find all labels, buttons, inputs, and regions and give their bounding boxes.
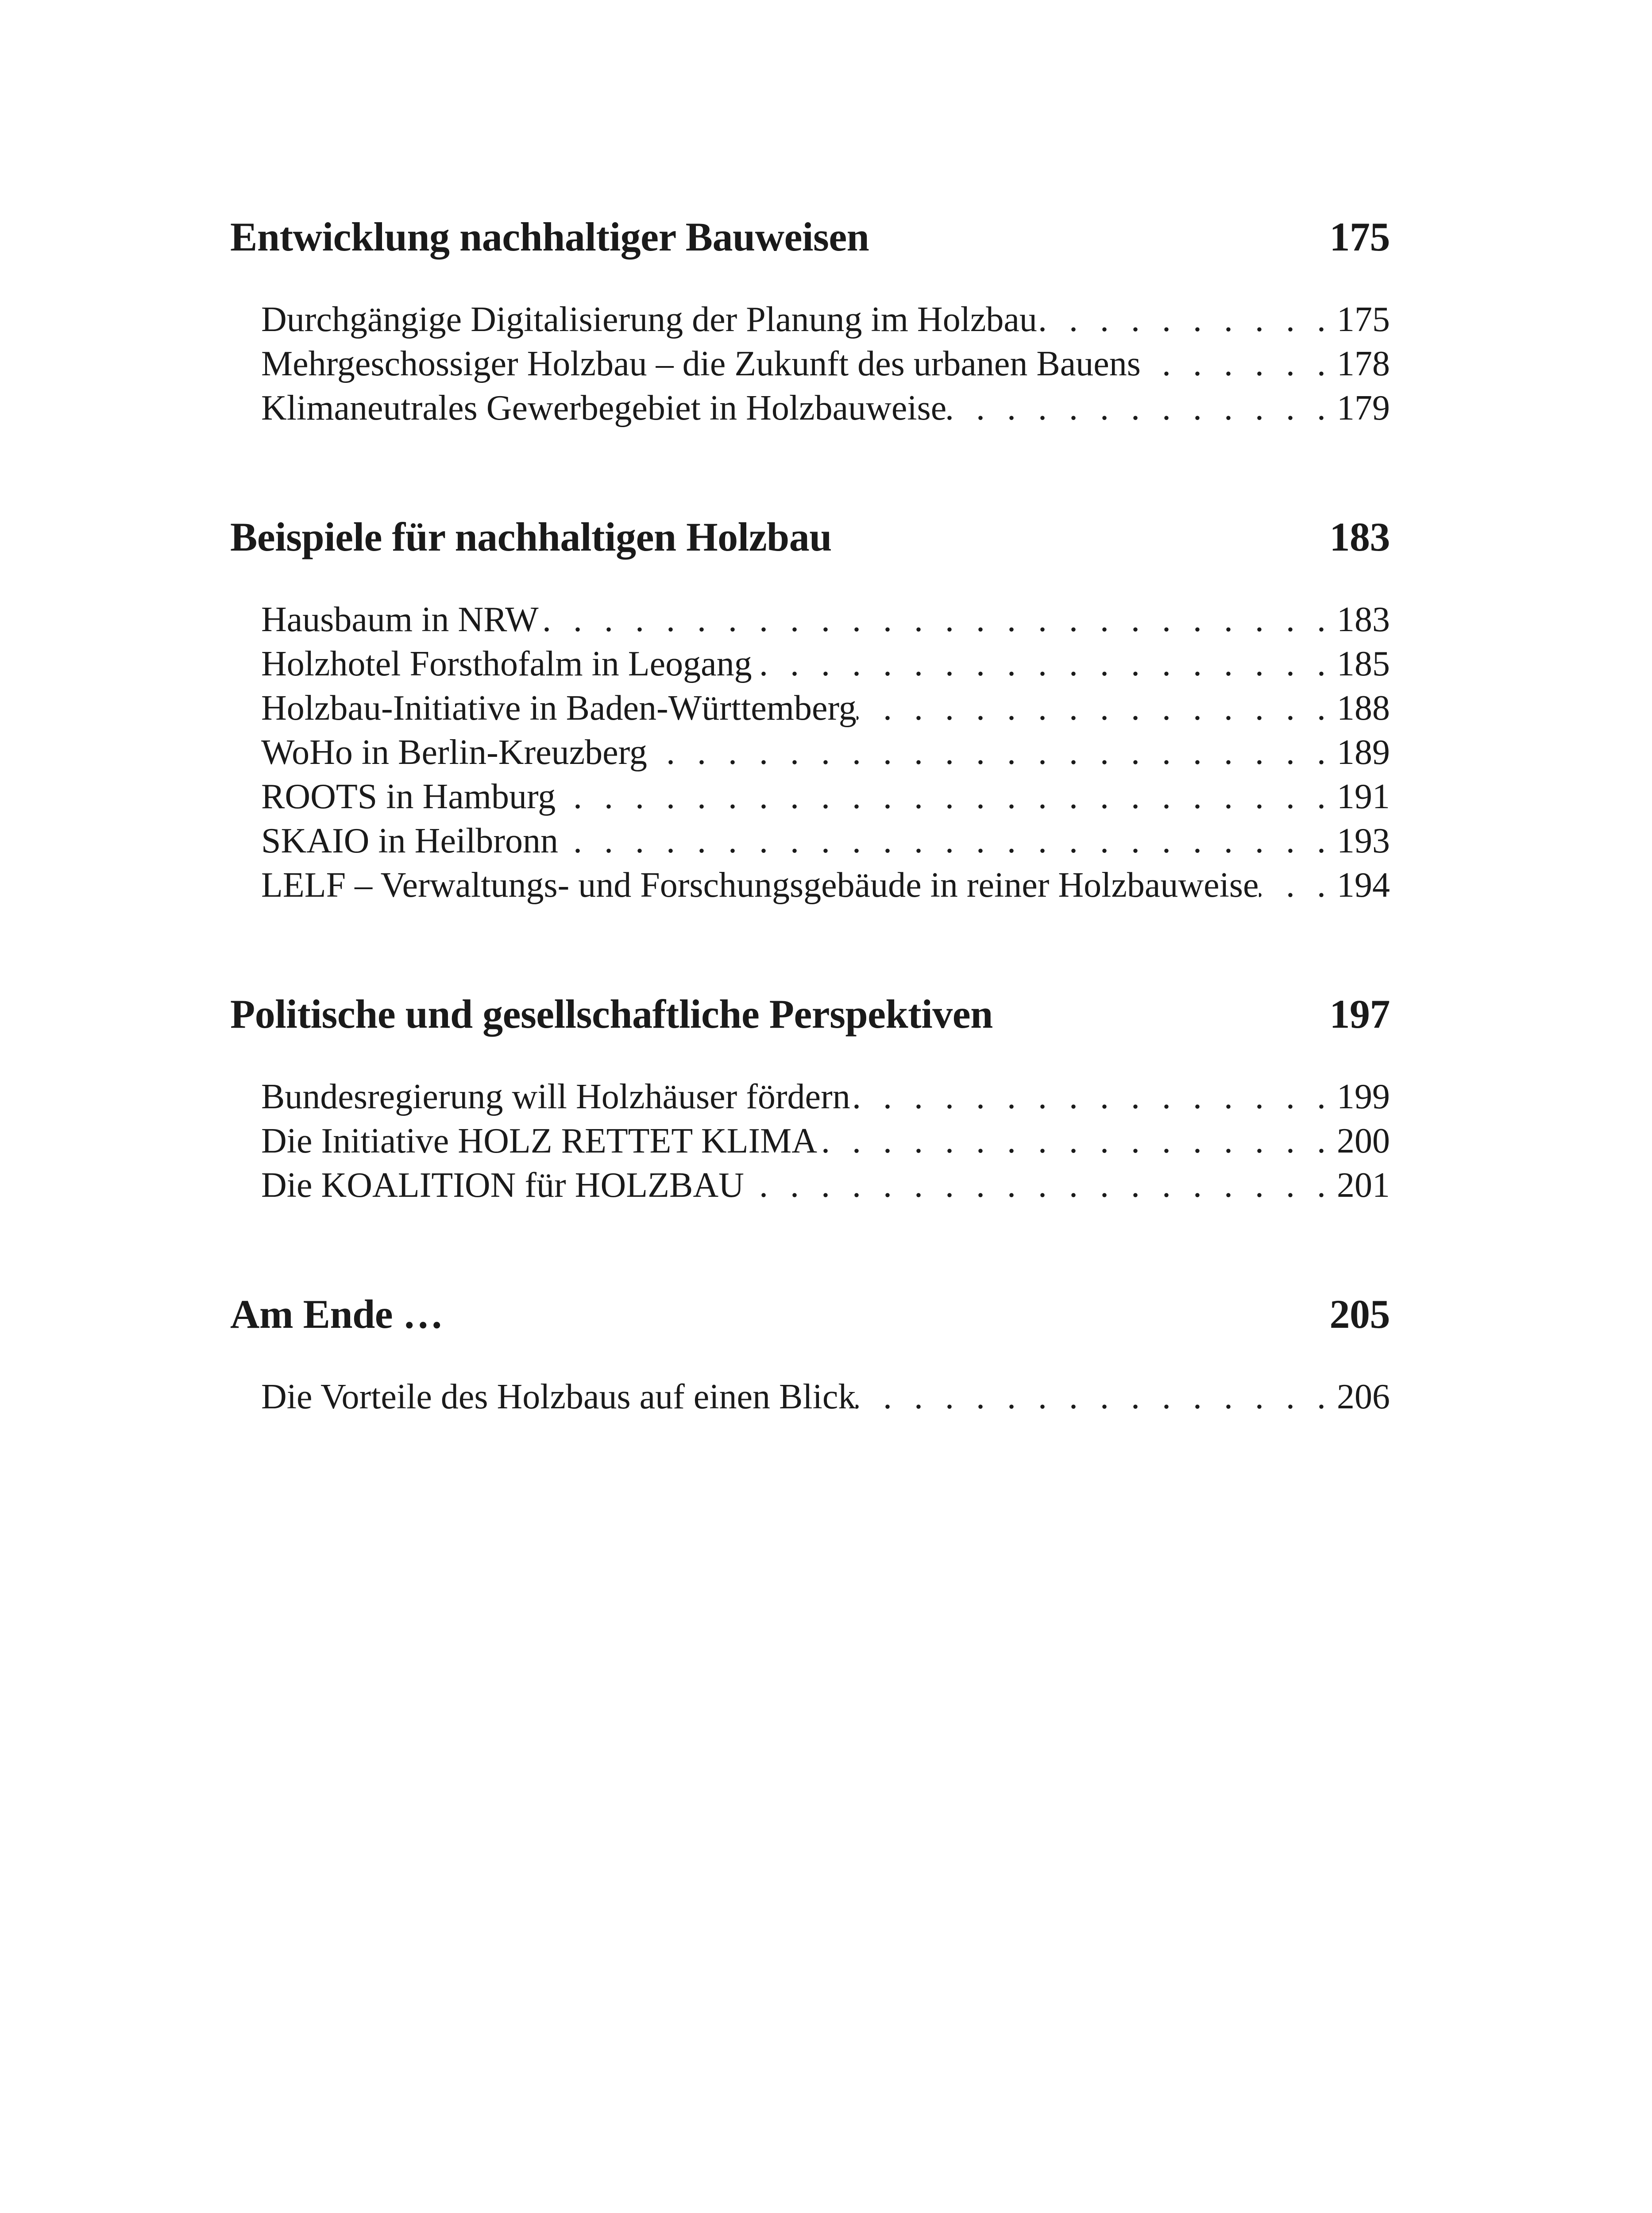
toc-entry [261, 1375, 1390, 1419]
toc-entry [261, 1163, 1390, 1207]
entry-page-number: 191 [1337, 777, 1390, 816]
entry-page-number: 178 [1337, 344, 1390, 383]
toc-entry [261, 342, 1390, 386]
toc-section [230, 208, 1390, 430]
toc-entry [261, 642, 1390, 686]
entry-title: Bundesregierung will Holzhäuser fördern [261, 1077, 850, 1116]
section-entries [230, 1375, 1390, 1419]
toc-section [230, 985, 1390, 1207]
dot-leader [556, 775, 1337, 819]
toc-entry [261, 819, 1390, 863]
dot-leader [1259, 863, 1337, 907]
table-of-contents [230, 208, 1390, 1497]
section-page-number: 175 [1329, 214, 1390, 259]
dot-leader [857, 686, 1337, 730]
dot-leader [558, 819, 1337, 863]
toc-section [230, 1285, 1390, 1419]
entry-page-number: 185 [1337, 644, 1390, 683]
section-page-number: 205 [1329, 1292, 1390, 1337]
toc-entry [261, 863, 1390, 907]
entry-title: WoHo in Berlin-Kreuzberg [261, 733, 647, 772]
section-page-number: 183 [1329, 514, 1390, 559]
toc-entry [261, 598, 1390, 642]
toc-entry [261, 686, 1390, 730]
section-heading [230, 985, 1390, 1043]
entry-page-number: 183 [1337, 600, 1390, 639]
entry-page-number: 193 [1337, 821, 1390, 860]
entry-title: Holzhotel Forsthofalm in Leogang [261, 644, 752, 683]
entry-page-number: 194 [1337, 866, 1390, 905]
dot-leader [817, 1119, 1337, 1163]
section-heading [230, 1285, 1390, 1343]
entry-title: Holzbau-Initiative in Baden-Württemberg [261, 689, 857, 728]
dot-leader [647, 730, 1337, 775]
toc-entry [261, 297, 1390, 342]
toc-entry [261, 386, 1390, 430]
entry-title: Hausbaum in NRW [261, 600, 539, 639]
entry-page-number: 175 [1337, 300, 1390, 339]
entry-title: Die Initiative HOLZ RETTET KLIMA [261, 1122, 818, 1160]
section-entries [230, 598, 1390, 907]
section-page-number: 197 [1329, 991, 1390, 1037]
dot-leader [1141, 342, 1337, 386]
section-title: Entwicklung nachhaltiger Bauweisen [230, 214, 869, 259]
entry-page-number: 199 [1337, 1077, 1390, 1116]
entry-page-number: 206 [1337, 1377, 1390, 1416]
section-entries [230, 1075, 1390, 1207]
entry-title: ROOTS in Hamburg [261, 777, 556, 816]
entry-title: Mehrgeschossiger Holzbau – die Zukunft des urbanen Bauens [261, 344, 1141, 383]
section-heading [230, 508, 1390, 566]
entry-title: SKAIO in Heilbronn [261, 821, 559, 860]
section-heading [230, 208, 1390, 266]
entry-page-number: 200 [1337, 1122, 1390, 1160]
entry-page-number: 201 [1337, 1166, 1390, 1205]
toc-entry [261, 730, 1390, 775]
entry-page-number: 189 [1337, 733, 1390, 772]
toc-entry [261, 1119, 1390, 1163]
entry-page-number: 188 [1337, 689, 1390, 728]
toc-section [230, 508, 1390, 907]
entry-title: Durchgängige Digitalisierung der Planung im Holzbau [261, 300, 1037, 339]
section-title: Am Ende … [230, 1292, 444, 1337]
section-entries [230, 297, 1390, 430]
toc-entry [261, 1075, 1390, 1119]
entry-page-number: 179 [1337, 389, 1390, 428]
dot-leader [1037, 297, 1337, 342]
dot-leader [539, 598, 1337, 642]
entry-title: Die Vorteile des Holzbaus auf einen Blick [261, 1377, 856, 1416]
section-title: Beispiele für nachhaltigen Holzbau [230, 514, 832, 559]
toc-entry [261, 775, 1390, 819]
dot-leader [946, 386, 1337, 430]
entry-title: Die KOALITION für HOLZBAU [261, 1166, 744, 1205]
dot-leader [850, 1075, 1337, 1119]
section-title: Politische und gesellschaftliche Perspektiven [230, 991, 993, 1037]
dot-leader [856, 1375, 1337, 1419]
entry-title: LELF – Verwaltungs- und Forschungsgebäude in reiner Holzbauweise [261, 866, 1259, 905]
dot-leader [744, 1163, 1337, 1207]
entry-title: Klimaneutrales Gewerbegebiet in Holzbauweise [261, 389, 947, 428]
dot-leader [752, 642, 1337, 686]
